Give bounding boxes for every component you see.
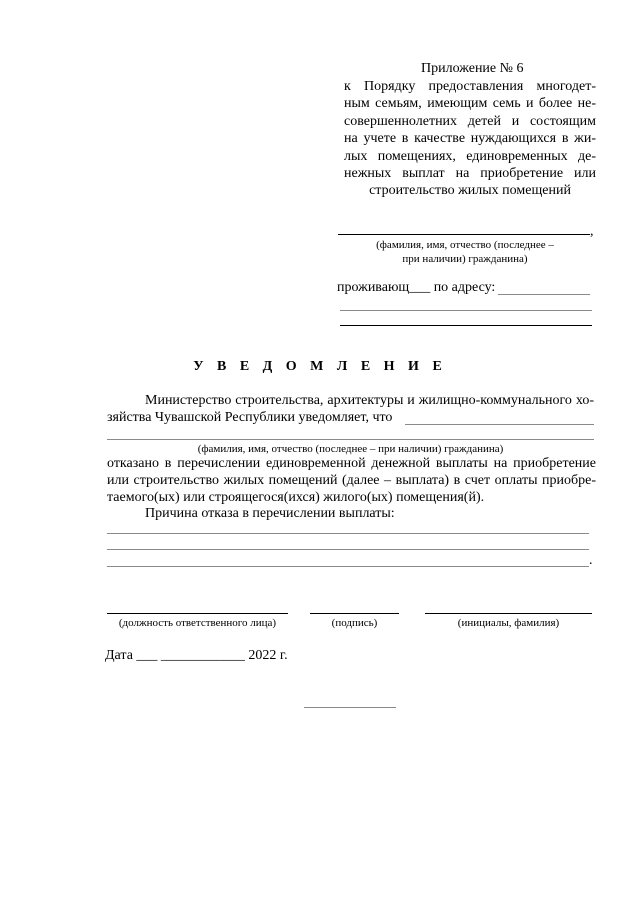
appendix-line: нежных выплат на приобретение или [344,165,596,181]
reason-line-3[interactable] [107,566,589,567]
initials-line[interactable] [425,613,592,614]
reason-line-1[interactable] [107,533,589,534]
reason-label: Причина отказа в перечислении выплаты: [145,506,395,521]
citizen-name-caption: (фамилия, имя, отчество (последнее – при наличии) гражданина) [197,443,504,455]
date-label: Дата ___ ____________ 2022 г. [105,648,288,663]
citizen-name-line-inline[interactable] [405,424,594,425]
appendix-line: к Порядку предоставления многодет- [344,79,596,94]
recipient-name-caption-1: (фамилия, имя, отчество (последнее – [376,239,554,251]
initials-caption: (инициалы, фамилия) [457,617,560,629]
refusal-line-1: отказано в перечислении единовременной денежной выплаты на приобретение [107,456,596,471]
address-line-2[interactable] [340,310,592,311]
position-line[interactable] [107,613,288,614]
appendix-line: строительство жилых помещений [369,183,571,199]
reason-end-period: . [589,553,593,568]
citizen-name-line[interactable] [107,439,594,440]
address-label: проживающ___ по адресу: [337,280,496,295]
appendix-description [344,78,596,200]
position-caption: (должность ответственного лица) [118,617,277,629]
notice-title: У В Е Д О М Л Е Н И Е [193,359,447,374]
appendix-line: лых помещениях, единовременных де- [344,148,596,164]
address-line[interactable] [498,294,590,295]
recipient-name-line[interactable] [338,234,590,235]
recipient-comma: , [590,224,594,239]
signature-line[interactable] [310,613,399,614]
appendix-line: ным семьям, имеющим семь и более не- [344,96,596,112]
refusal-line-2: или строительство жилых помещений (далее – выплата) в счет оплаты приобре- [107,473,596,488]
appendix-line: совершеннолетних детей и состоящим [344,113,596,129]
appendix-line: на учете в качестве нуждающихся в жи- [344,131,596,147]
notice-intro-line-1: Министерство строительства, архитектуры и жилищно-коммунального хо- [145,393,594,408]
refusal-line-3: таемого(ых) или строящегося(ихся) жилого(ых) помещения(й). [107,490,485,505]
reason-line-2[interactable] [107,549,589,550]
signature-caption: (подпись) [331,617,378,629]
address-line-3[interactable] [340,325,592,326]
bottom-separator [304,707,396,708]
recipient-name-caption-2: при наличии) гражданина) [402,253,528,265]
notice-intro-line-2: зяйства Чувашской Республики уведомляет, что [107,410,393,425]
appendix-title: Приложение № 6 [421,61,524,76]
